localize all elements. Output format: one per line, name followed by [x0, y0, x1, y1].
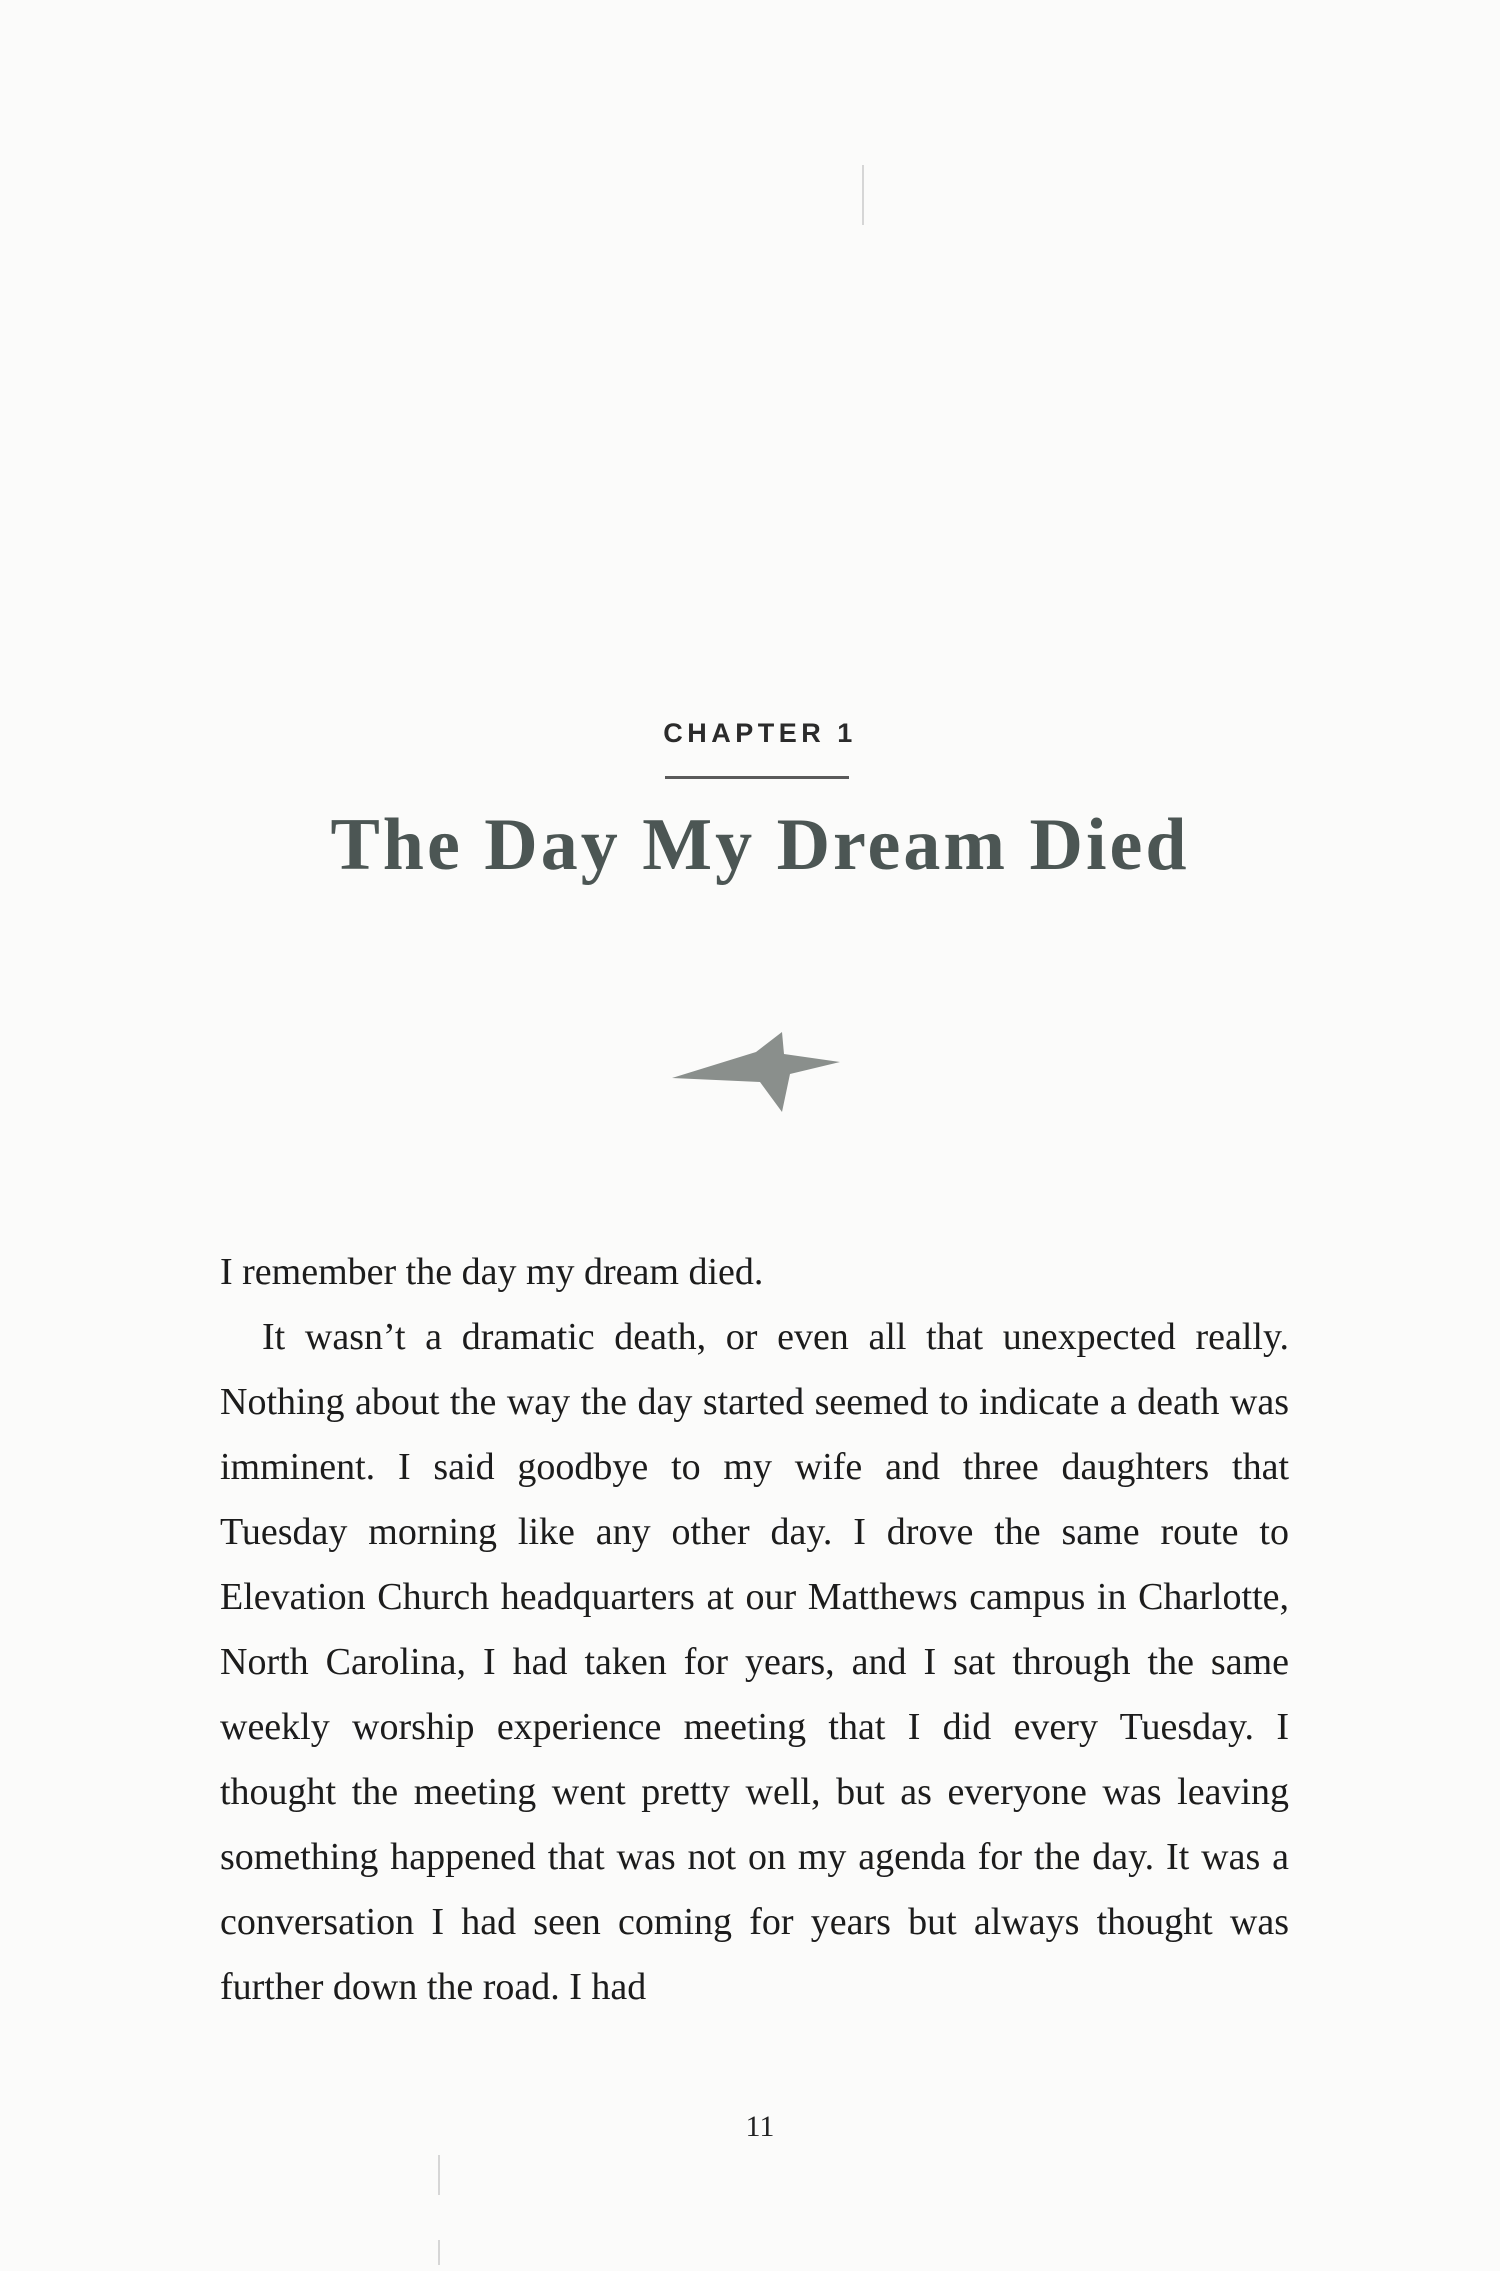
- chapter-divider: [665, 776, 849, 779]
- scan-artifact: [438, 2240, 440, 2265]
- scan-artifact: [862, 165, 864, 225]
- scan-artifact: [438, 2155, 440, 2195]
- chapter-label: CHAPTER 1: [663, 718, 857, 748]
- page-number: 11: [745, 2110, 775, 2143]
- star-icon: [672, 1032, 840, 1112]
- chapter-title: The Day My Dream Died: [330, 804, 1190, 886]
- paragraph-opening: I remember the day my dream died.: [220, 1251, 764, 1293]
- body-text: [220, 1240, 1289, 2020]
- paragraph: It wasn’t a dramatic death, or even all that unexpected really. Nothing about the way the day started seemed to indicate a death was imminent. I said goodbye to my wife and three daughters that Tuesday morning like any other day. I drove the same route to Elevation Church headquarters at our Matthews campus in Charlotte, North Carolina, I had taken for years, and I sat through the same weekly worship experience meeting that I did every Tuesday. I thought the meeting went pretty well, but as everyone was leaving something happened that was not on my agenda for the day. It was a conversation I had seen coming for years but always thought was further down the road. I had: [220, 1316, 1289, 2008]
